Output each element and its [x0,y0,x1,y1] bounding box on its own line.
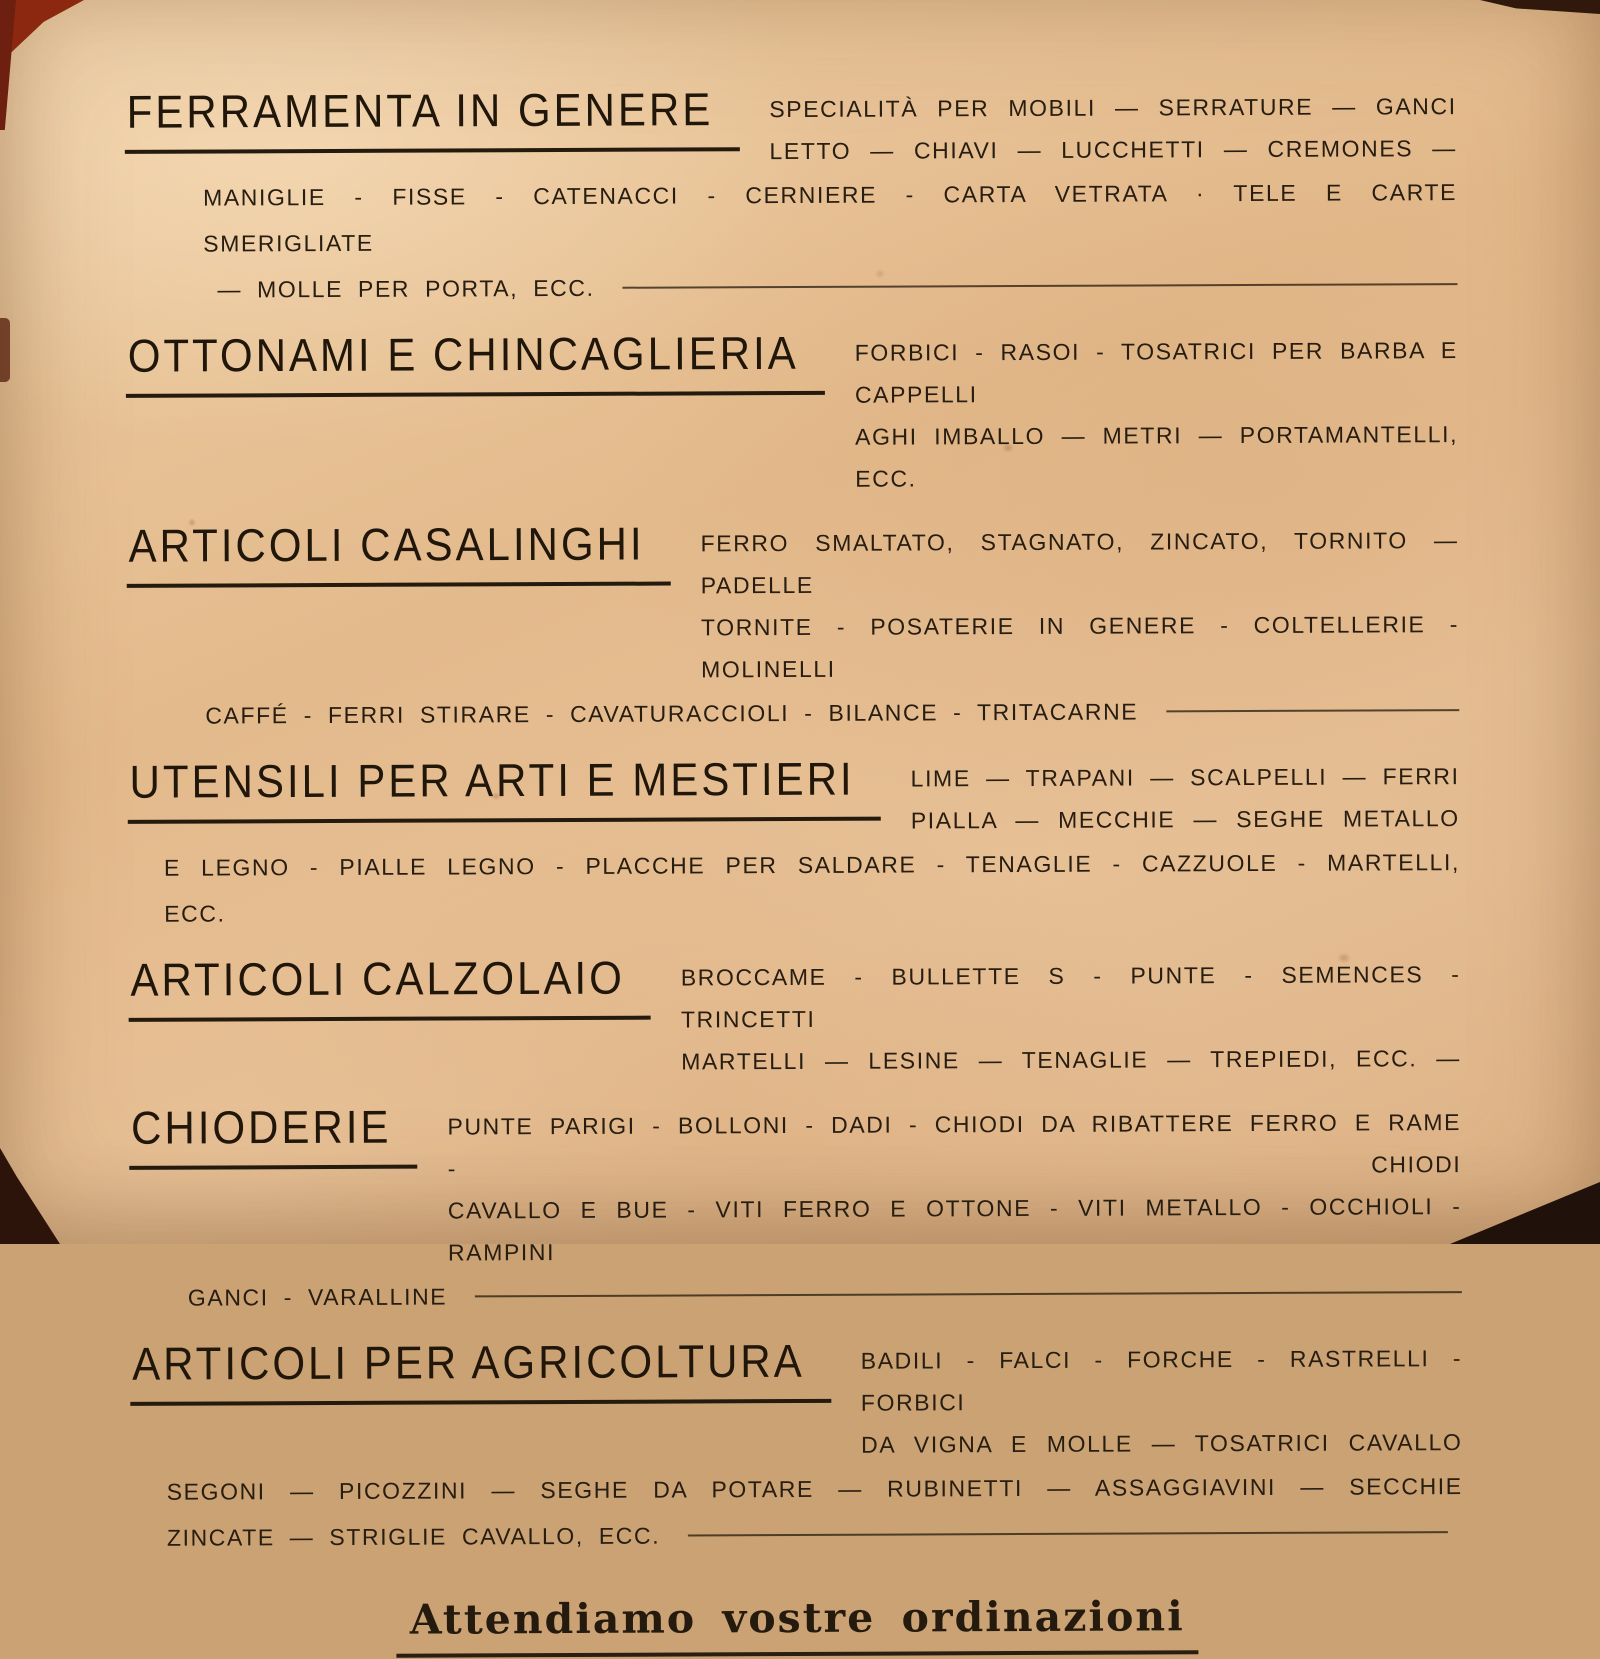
scan-edge-mark-left-top [0,0,16,130]
continuation-line: GANCI - VARALLINE [187,1283,448,1311]
continuation-line: MANIGLIE - FISSE - CATENACCI - CERNIERE - CARTA VETRATA · TELE E CARTE SMERIGLIATE [202,179,1458,257]
side-line: PUNTE PARIGI - BOLLONI - DADI - CHIODI DA RIBATTERE FERRO E RAME - CHIODI [447,1109,1462,1182]
trailing-rule [1166,709,1459,712]
side-line: FERRO SMALTATO, STAGNATO, ZINCATO, TORNITO — PADELLE [700,527,1459,599]
scan-corner-mark-bottom-right [1450,1182,1600,1244]
trailing-rule [688,1531,1448,1536]
scan-corner-mark-top-right [1480,0,1600,14]
continuation-line: E LEGNO - PIALLE LEGNO - PLACCHE PER SALDARE - TENAGLIE - CAZZUOLE - MARTELLI, ECC. [163,849,1461,927]
section-title: FERRAMENTA IN GENERE [125,86,740,154]
section-side-text [855,327,1459,500]
section-title: UTENSILI PER ARTI E MESTIERI [128,756,881,824]
section-articoli-casalinghi [126,517,1459,739]
side-line: SPECIALITÀ PER MOBILI — SERRATURE — GANCI [769,93,1457,123]
continuation-line: CAFFÉ - FERRI STIRARE - CAVATURACCIOLI - BILANCE - TRITACARNE [205,698,1139,729]
side-line: PIALLA — MECCHIE — SEGHE METALLO [910,805,1460,834]
side-line: DA VIGNA E MOLLE — TOSATRICI CAVALLO [861,1429,1463,1458]
side-line: MARTELLI — LESINE — TENAGLIE — TREPIEDI, ECC. — [681,1045,1461,1075]
footer-slogan: Attendiamo vostre ordinazioni [396,1590,1199,1658]
footer [131,1589,1463,1659]
section-title: ARTICOLI PER AGRICOLTURA [130,1338,831,1406]
section-side-text [681,951,1461,1082]
scan-corner-mark-bottom-left [0,1148,60,1244]
trailing-rule [475,1291,1462,1297]
continuation-line: — MOLLE PER PORTA, ECC. [217,274,595,303]
continuation-line: SEGONI — PICOZZINI — SEGHE DA POTARE — RUBINETTI — ASSAGGIAVINI — SECCHIE [166,1473,1463,1505]
trailing-rule [623,283,1458,289]
section-side-text [447,1099,1461,1273]
side-line: BROCCAME - BULLETTE S - PUNTE - SEMENCES - TRINCETTI [680,961,1461,1033]
section-header [130,1335,1463,1469]
side-line: LIME — TRAPANI — SCALPELLI — FERRI [910,763,1460,792]
section-ottonami-e-chincaglieria [126,327,1459,503]
side-line: AGHI IMBALLO — METRI — PORTAMANTELLI, ECC. [855,421,1459,492]
section-side-text [769,83,1457,172]
section-side-text [861,1335,1463,1466]
side-line: TORNITE - POSATERIE IN GENERE - COLTELLERIE - MOLINELLI [700,611,1459,683]
side-line: BADILI - FALCI - FORCHE - RASTRELLI - FORBICI [860,1345,1463,1416]
section-side-text [700,517,1459,690]
section-title: ARTICOLI CASALINGHI [126,521,670,588]
section-header [129,1099,1462,1275]
catalog-content [125,83,1464,1659]
section-side-text [911,753,1460,841]
section-header [126,327,1459,503]
section-header [128,951,1461,1085]
section-title: CHIODERIE [129,1104,418,1170]
side-line: FORBICI - RASOI - TOSATRICI PER BARBA E CAPPELLI [854,337,1458,408]
side-line: CAVALLO E BUE - VITI FERRO E OTTONE - VITI METALLO - OCCHIOLI - RAMPINI [447,1193,1462,1266]
section-chioderie [129,1099,1462,1321]
section-articoli-per-agricoltura [130,1335,1463,1561]
section-header [128,753,1460,845]
section-ferramenta-in-genere [125,83,1458,313]
section-title: ARTICOLI CALZOLAIO [128,955,651,1022]
section-title: OTTONAMI E CHINCAGLIERIA [126,330,825,398]
continuation-line: ZINCATE — STRIGLIE CAVALLO, ECC. [166,1522,661,1551]
section-utensili-per-arti-e-mestieri [128,753,1461,937]
section-header [126,517,1459,693]
section-header [125,83,1457,175]
side-line: LETTO — CHIAVI — LUCCHETTI — CREMONES — [769,135,1457,165]
section-articoli-calzolaio [128,951,1461,1085]
scan-edge-mark-left [0,318,10,382]
